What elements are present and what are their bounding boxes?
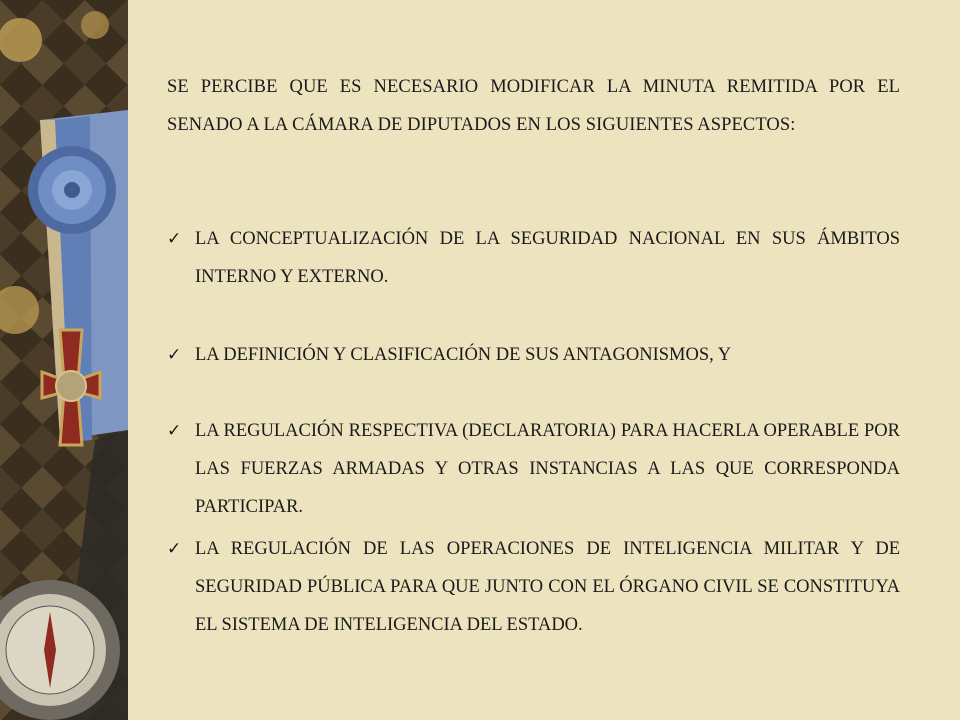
list-item — [167, 336, 900, 374]
medal-illustration — [0, 0, 128, 720]
checkmark-icon: ✓ — [167, 229, 182, 249]
checkmark-icon: ✓ — [167, 345, 182, 365]
intro-paragraph: SE PERCIBE QUE ES NECESARIO MODIFICAR LA MINUTA REMITIDA POR EL SENADO A LA CÁMARA DE DIPUTADOS EN LOS SIGUIENTES ASPECTOS: — [167, 77, 900, 135]
checkmark-icon: ✓ — [167, 421, 182, 441]
list-item — [167, 220, 900, 296]
list-item — [167, 412, 900, 526]
list-item-text: LA REGULACIÓN RESPECTIVA (DECLARATORIA) PARA HACERLA OPERABLE POR LAS FUERZAS ARMADAS Y OTRAS INSTANCIAS A LAS QUE CORRESPONDA PARTICIPAR. — [195, 421, 900, 517]
slide-content — [167, 68, 900, 635]
list-item-text: LA DEFINICIÓN Y CLASIFICACIÓN DE SUS ANTAGONISMOS, Y — [195, 345, 732, 365]
decorative-side-image — [0, 0, 128, 720]
list-item — [167, 530, 900, 644]
list-item-text: LA REGULACIÓN DE LAS OPERACIONES DE INTELIGENCIA MILITAR Y DE SEGURIDAD PÚBLICA PARA QUE JUNTO CON EL ÓRGANO CIVIL SE CONSTITUYA EL SISTEMA DE INTELIGENCIA DEL ESTADO. — [195, 539, 900, 635]
checkmark-icon: ✓ — [167, 539, 182, 559]
list-item-text: LA CONCEPTUALIZACIÓN DE LA SEGURIDAD NACIONAL EN SUS ÁMBITOS INTERNO Y EXTERNO. — [195, 229, 900, 287]
